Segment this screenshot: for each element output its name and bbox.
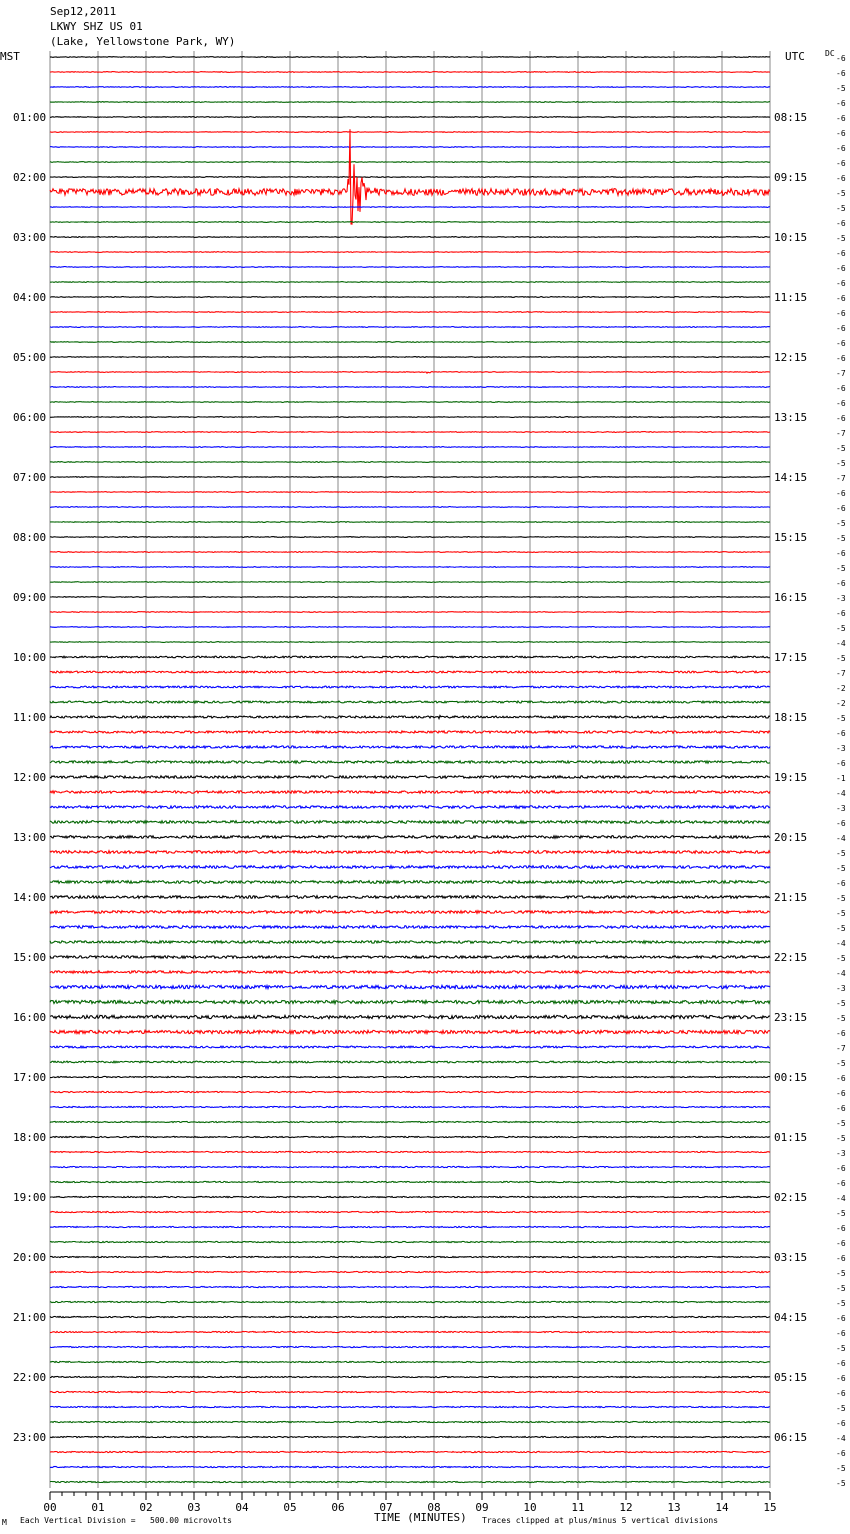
dc-offset-label: -6 [836, 1374, 846, 1383]
dc-offset-label: -6 [836, 1089, 846, 1098]
dc-offset-label: -3 [836, 984, 846, 993]
trace-row [50, 1256, 770, 1257]
trace-row [50, 1226, 770, 1227]
utc-hour-label: 02:15 [774, 1191, 808, 1204]
x-tick-label: 00 [43, 1501, 57, 1514]
x-tick-label: 14 [715, 1501, 729, 1514]
utc-hour-label: 06:15 [774, 1431, 808, 1444]
dc-offset-label: -6 [836, 1359, 846, 1368]
dc-offset-label: -7 [836, 429, 846, 438]
dc-offset-label: -7 [836, 474, 846, 483]
scale-note-prefix: Each Vertical Division = [20, 1516, 136, 1525]
mst-hour-label: 11:00 [13, 711, 47, 724]
dc-offset-label: -6 [836, 129, 846, 138]
trace-row [50, 207, 770, 208]
trace-row [50, 1436, 770, 1437]
dc-offset-label: -6 [836, 159, 846, 168]
utc-hour-label: 12:15 [774, 351, 808, 364]
trace-row [50, 1106, 770, 1107]
trace-row [50, 417, 770, 418]
dc-offset-label: -6 [836, 69, 846, 78]
dc-offset-label: -4 [836, 969, 846, 978]
x-tick-label: 04 [235, 1501, 249, 1514]
dc-offset-label: -6 [836, 1314, 846, 1323]
x-tick-label: 13 [667, 1501, 681, 1514]
mst-hour-label: 09:00 [13, 591, 47, 604]
trace-row [50, 222, 770, 223]
utc-hour-label: 15:15 [774, 531, 808, 544]
utc-hour-label: 01:15 [774, 1131, 808, 1144]
dc-offset-label: -6 [836, 264, 846, 273]
dc-offset-label: -5 [836, 84, 846, 93]
trace-row [50, 132, 770, 133]
trace-row [50, 776, 770, 778]
trace-row [50, 447, 770, 448]
dc-offset-label: -3 [836, 804, 846, 813]
trace-row [50, 1076, 770, 1077]
utc-hour-label: 20:15 [774, 831, 808, 844]
dc-offset-label: -6 [836, 609, 846, 618]
dc-offset-label: -6 [836, 1164, 846, 1173]
trace-row [50, 252, 770, 253]
x-tick-label: 03 [187, 1501, 201, 1514]
trace-row [50, 282, 770, 283]
dc-offset-label: -5 [836, 1479, 846, 1488]
trace-row [50, 492, 770, 493]
dc-offset-label: -6 [836, 54, 846, 63]
trace-row [50, 297, 770, 298]
mst-hour-label: 10:00 [13, 651, 47, 664]
dc-offset-label: -6 [836, 1179, 846, 1188]
trace-row [50, 477, 770, 478]
dc-offset-label: -5 [836, 1134, 846, 1143]
mst-hour-label: 23:00 [13, 1431, 47, 1444]
trace-row [50, 1046, 770, 1048]
x-tick-label: 02 [139, 1501, 153, 1514]
trace-row [50, 327, 770, 328]
dc-offset-label: -6 [836, 1224, 846, 1233]
trace-row [50, 791, 770, 794]
mst-hour-label: 19:00 [13, 1191, 47, 1204]
mst-hour-label: 20:00 [13, 1251, 47, 1264]
trace-row [50, 342, 770, 343]
trace-row [50, 627, 770, 628]
dc-offset-label: -6 [836, 309, 846, 318]
trace-row [50, 267, 770, 268]
dc-offset-label: -6 [836, 1329, 846, 1338]
trace-row [50, 387, 770, 388]
dc-offset-label: -6 [836, 324, 846, 333]
dc-offset-label: -6 [836, 879, 846, 888]
plot-date: Sep12,2011 [50, 5, 117, 18]
trace-row [50, 147, 770, 148]
dc-offset-label: -7 [836, 369, 846, 378]
utc-hour-label: 18:15 [774, 711, 808, 724]
dc-offset-label: -5 [836, 519, 846, 528]
dc-offset-label: -3 [836, 594, 846, 603]
utc-hour-label: 11:15 [774, 291, 808, 304]
trace-row [50, 177, 770, 178]
trace-row [50, 821, 770, 824]
trace-row [50, 162, 770, 163]
dc-offset-label: -5 [836, 954, 846, 963]
x-tick-label: 06 [331, 1501, 345, 1514]
utc-hour-label: 13:15 [774, 411, 808, 424]
mst-axis-label: MST [0, 50, 20, 63]
dc-offset-label: -6 [836, 99, 846, 108]
dc-offset-label: -6 [836, 249, 846, 258]
mst-hour-label: 02:00 [13, 171, 47, 184]
trace-row [50, 522, 770, 523]
dc-offset-label: -2 [836, 699, 846, 708]
mst-hour-label: 08:00 [13, 531, 47, 544]
utc-hour-label: 19:15 [774, 771, 808, 784]
utc-hour-label: 09:15 [774, 171, 808, 184]
station-location: (Lake, Yellowstone Park, WY) [50, 35, 236, 48]
trace-row [50, 117, 770, 118]
trace-row [50, 686, 770, 688]
utc-hour-label: 17:15 [774, 651, 808, 664]
trace-row [50, 746, 770, 748]
station-code: LKWY SHZ US 01 [50, 20, 143, 33]
trace-row [50, 896, 770, 899]
trace-row [50, 1015, 770, 1018]
clip-note: Traces clipped at plus/minus 5 vertical divisions [482, 1516, 719, 1525]
trace-row [50, 911, 770, 914]
trace-row [50, 402, 770, 403]
dc-offset-label: -5 [836, 1269, 846, 1278]
dc-offset-label: -6 [836, 819, 846, 828]
x-tick-label: 01 [91, 1501, 105, 1514]
dc-offset-label: -6 [836, 1419, 846, 1428]
utc-hour-label: 23:15 [774, 1011, 808, 1024]
mst-hour-label: 06:00 [13, 411, 47, 424]
trace-row [50, 1181, 770, 1182]
corner-mark: M [2, 1518, 7, 1527]
mst-hour-label: 21:00 [13, 1311, 47, 1324]
trace-row [50, 851, 770, 854]
utc-hour-label: 00:15 [774, 1071, 808, 1084]
dc-offset-label: -6 [836, 1074, 846, 1083]
trace-row [50, 1091, 770, 1092]
dc-offset-label: -5 [836, 924, 846, 933]
trace-row [50, 612, 770, 613]
dc-offset-label: -6 [836, 144, 846, 153]
dc-offset-label: -4 [836, 1434, 846, 1443]
dc-offset-label: -3 [836, 744, 846, 753]
x-tick-label: 10 [523, 1501, 537, 1514]
x-axis-title: TIME (MINUTES) [374, 1511, 467, 1524]
dc-offset-label: -6 [836, 489, 846, 498]
trace-row [50, 1421, 770, 1422]
dc-offset-label: -5 [836, 1284, 846, 1293]
dc-offset-label: -5 [836, 654, 846, 663]
dc-offset-label: -3 [836, 1149, 846, 1158]
trace-row [50, 1136, 770, 1137]
dc-offset-label: -5 [836, 564, 846, 573]
trace-row [50, 1286, 770, 1287]
dc-offset-label: -6 [836, 354, 846, 363]
trace-row [50, 985, 770, 988]
dc-offset-label: -6 [836, 504, 846, 513]
x-tick-label: 12 [619, 1501, 633, 1514]
trace-row [50, 507, 770, 508]
dc-offset-label: -6 [836, 174, 846, 183]
dc-offset-label: -5 [836, 864, 846, 873]
dc-offset-label: -6 [836, 114, 846, 123]
dc-offset-label: -6 [836, 219, 846, 228]
trace-row [50, 1481, 770, 1482]
trace-row [50, 57, 770, 58]
mst-hour-label: 15:00 [13, 951, 47, 964]
dc-offset-label: -5 [836, 1344, 846, 1353]
dc-offset-label: -5 [836, 849, 846, 858]
trace-row [50, 372, 770, 374]
trace-row [50, 1466, 770, 1467]
dc-offset-label: -6 [836, 549, 846, 558]
trace-row [50, 102, 770, 103]
trace-row [50, 656, 770, 658]
mst-hour-label: 13:00 [13, 831, 47, 844]
dc-offset-label: -5 [836, 1119, 846, 1128]
dc-label: DC [825, 49, 835, 58]
dc-offset-label: -6 [836, 414, 846, 423]
trace-row [50, 731, 770, 733]
dc-offset-label: -1 [836, 774, 846, 783]
dc-offset-label: -6 [836, 1029, 846, 1038]
mst-hour-label: 14:00 [13, 891, 47, 904]
trace-row [50, 1000, 770, 1003]
dc-offset-label: -4 [836, 834, 846, 843]
mst-hour-label: 05:00 [13, 351, 47, 364]
trace-row [50, 1361, 770, 1362]
dc-offset-label: -5 [836, 459, 846, 468]
x-tick-label: 09 [475, 1501, 489, 1514]
x-tick-label: 05 [283, 1501, 297, 1514]
trace-row [50, 552, 770, 553]
dc-offset-label: -6 [836, 384, 846, 393]
dc-offset-label: -6 [836, 294, 846, 303]
trace-row [50, 72, 770, 73]
trace-row [50, 836, 770, 839]
mst-hour-label: 04:00 [13, 291, 47, 304]
trace-row [50, 941, 770, 944]
trace-row [50, 357, 770, 358]
trace-row [50, 1030, 770, 1033]
utc-axis-label: UTC [785, 50, 805, 63]
trace-row [50, 671, 770, 673]
x-tick-label: 11 [571, 1501, 585, 1514]
dc-offset-label: -5 [836, 204, 846, 213]
dc-offset-label: -6 [836, 279, 846, 288]
trace-row [50, 1406, 770, 1407]
mst-hour-label: 17:00 [13, 1071, 47, 1084]
trace-row [50, 1451, 770, 1452]
trace-row [50, 881, 770, 884]
dc-offset-label: -6 [836, 579, 846, 588]
mst-hour-label: 16:00 [13, 1011, 47, 1024]
utc-hour-label: 14:15 [774, 471, 808, 484]
mst-hour-label: 01:00 [13, 111, 47, 124]
trace-row [50, 1151, 770, 1152]
utc-hour-label: 22:15 [774, 951, 808, 964]
mst-hour-label: 18:00 [13, 1131, 47, 1144]
trace-row [50, 1061, 770, 1063]
dc-offset-label: -4 [836, 639, 846, 648]
dc-offset-label: -5 [836, 1404, 846, 1413]
trace-row [50, 1196, 770, 1197]
mst-hour-label: 03:00 [13, 231, 47, 244]
trace-row [50, 87, 770, 88]
x-tick-label: 07 [379, 1501, 393, 1514]
trace-row [50, 701, 770, 703]
dc-offset-label: -5 [836, 534, 846, 543]
trace-row [50, 1376, 770, 1377]
dc-offset-label: -5 [836, 1464, 846, 1473]
mst-hour-label: 22:00 [13, 1371, 47, 1384]
dc-offset-label: -6 [836, 1104, 846, 1113]
trace-row [50, 956, 770, 958]
trace-row [50, 1121, 770, 1122]
dc-offset-label: -2 [836, 684, 846, 693]
trace-row [50, 432, 770, 433]
utc-hour-label: 10:15 [774, 231, 808, 244]
utc-hour-label: 03:15 [774, 1251, 808, 1264]
trace-row [50, 761, 770, 763]
dc-offset-label: -5 [836, 894, 846, 903]
dc-offset-label: -6 [836, 1389, 846, 1398]
scale-note-value: 500.00 microvolts [150, 1516, 232, 1525]
trace-row [50, 567, 770, 568]
dc-offset-label: -5 [836, 1059, 846, 1068]
mst-hour-label: 12:00 [13, 771, 47, 784]
trace-row [50, 926, 770, 929]
dc-offset-label: -5 [836, 234, 846, 243]
dc-offset-label: -7 [836, 1044, 846, 1053]
utc-hour-label: 21:15 [774, 891, 808, 904]
trace-row [50, 1391, 770, 1392]
x-tick-label: 08 [427, 1501, 441, 1514]
dc-offset-label: -6 [836, 339, 846, 348]
dc-offset-label: -6 [836, 1254, 846, 1263]
dc-offset-label: -5 [836, 444, 846, 453]
dc-offset-label: -5 [836, 909, 846, 918]
trace-row [50, 537, 770, 538]
trace-row [50, 1241, 770, 1242]
dc-offset-label: -6 [836, 1449, 846, 1458]
trace-row [50, 642, 770, 643]
dc-offset-label: -5 [836, 1014, 846, 1023]
trace-row [50, 1301, 770, 1302]
trace-row [50, 971, 770, 973]
dc-offset-label: -4 [836, 939, 846, 948]
trace-row [50, 1271, 770, 1272]
dc-offset-label: -5 [836, 999, 846, 1008]
trace-row [50, 806, 770, 809]
trace-row [50, 312, 770, 313]
dc-offset-label: -5 [836, 1209, 846, 1218]
x-tick-label: 15 [763, 1501, 777, 1514]
dc-offset-label: -5 [836, 189, 846, 198]
dc-offset-label: -4 [836, 1194, 846, 1203]
trace-row [50, 716, 770, 719]
dc-offset-label: -7 [836, 669, 846, 678]
mst-hour-label: 07:00 [13, 471, 47, 484]
dc-offset-label: -5 [836, 714, 846, 723]
trace-row [50, 866, 770, 869]
trace-row [50, 237, 770, 238]
utc-hour-label: 16:15 [774, 591, 808, 604]
dc-offset-label: -5 [836, 624, 846, 633]
trace-row [50, 462, 770, 463]
trace-row [50, 597, 770, 598]
trace-row [50, 1166, 770, 1167]
trace-row [50, 1211, 770, 1212]
trace-row [50, 1316, 770, 1317]
utc-hour-label: 04:15 [774, 1311, 808, 1324]
dc-offset-label: -6 [836, 399, 846, 408]
trace-row [50, 1346, 770, 1347]
trace-row [50, 1331, 770, 1332]
utc-hour-label: 05:15 [774, 1371, 808, 1384]
dc-offset-label: -5 [836, 1299, 846, 1308]
trace-row [50, 582, 770, 583]
dc-offset-label: -4 [836, 789, 846, 798]
dc-offset-label: -6 [836, 729, 846, 738]
dc-offset-label: -6 [836, 759, 846, 768]
dc-offset-label: -6 [836, 1239, 846, 1248]
utc-hour-label: 08:15 [774, 111, 808, 124]
